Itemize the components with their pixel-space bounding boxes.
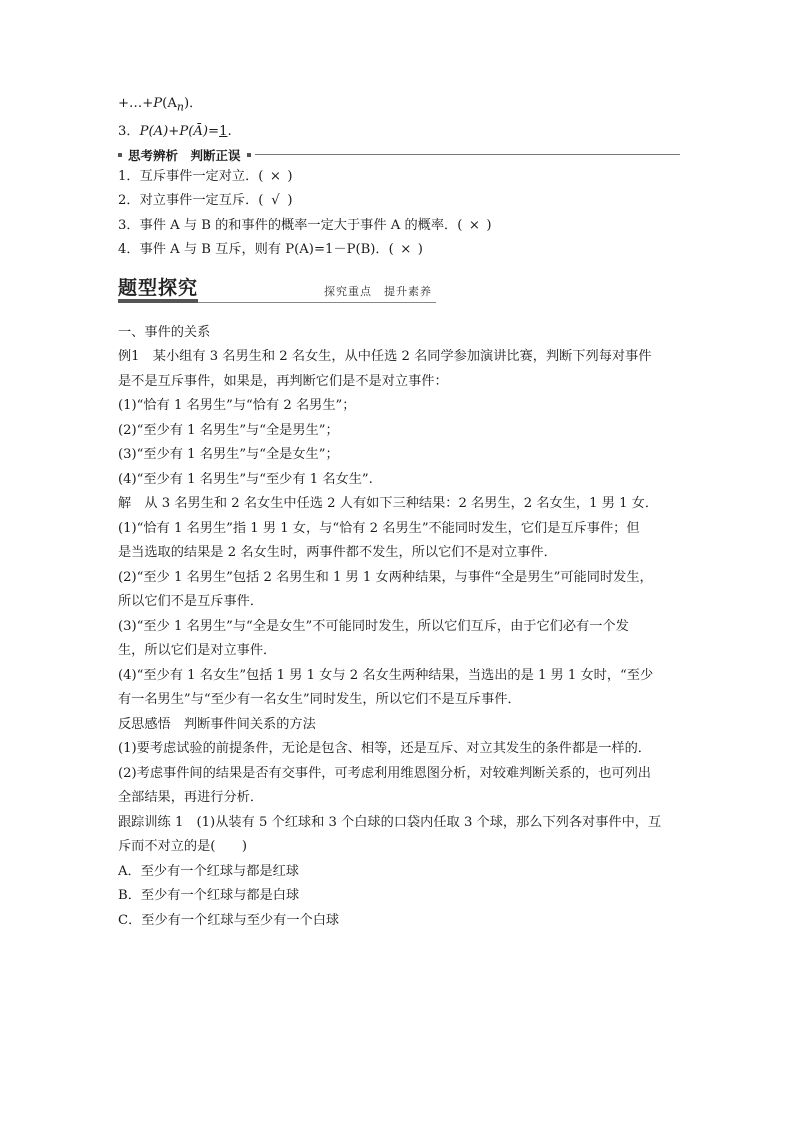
formula-complement bbox=[118, 120, 680, 145]
judge-item bbox=[118, 189, 680, 214]
formula-suffix: )． bbox=[183, 96, 203, 111]
reflect-line: 全部结果，再进行分析． bbox=[118, 790, 264, 806]
banner-subtitle: 探究重点 提升素养 bbox=[324, 284, 432, 298]
section-heading: 一、事件的关系 bbox=[118, 324, 211, 340]
formula-function: P bbox=[153, 96, 163, 111]
solution-line: (1)“恰有 1 名男生”指 1 男 1 女，与“恰有 2 名男生”不能同时发生，它们是互斥事件；但 bbox=[118, 520, 640, 536]
example-line: 是不是互斥事件，如果是，再判断它们是不是对立事件： bbox=[118, 373, 448, 389]
banner-bar bbox=[118, 299, 198, 303]
formula-value: 1 bbox=[219, 124, 228, 140]
think-section-header bbox=[118, 147, 680, 163]
think-header-title: 思考辨析 判断正误 bbox=[128, 147, 241, 163]
practice-line: 斥而不对立的是( ) bbox=[118, 839, 247, 855]
judge-item-end: ) bbox=[417, 242, 423, 258]
header-square-icon bbox=[247, 153, 251, 157]
formula-number: 3． bbox=[118, 124, 140, 140]
formula-end: . bbox=[227, 124, 232, 140]
judge-item-text: 4．事件 A 与 B 互斥，则有 P(A)=1－P(B)．( bbox=[118, 242, 394, 258]
judge-item-text: 2．对立事件一定互斥．( bbox=[118, 193, 264, 209]
judge-item bbox=[118, 214, 680, 239]
case-line: (2)“至少有 1 名男生”与“全是男生”； bbox=[118, 422, 339, 438]
judge-item-end: ) bbox=[287, 193, 293, 209]
reflect-title: 反思感悟 判断事件间关系的方法 bbox=[118, 716, 316, 732]
judge-item-mark: √ bbox=[271, 193, 280, 209]
case-line: (4)“至少有 1 名男生”与“至少有 1 名女生”. bbox=[118, 471, 373, 487]
judge-item-mark: × bbox=[400, 242, 412, 258]
formula-continuation bbox=[118, 92, 680, 120]
judge-item-text: 1．互斥事件一定对立．( bbox=[118, 168, 264, 184]
judge-item bbox=[118, 165, 680, 190]
judge-item bbox=[118, 238, 680, 263]
judge-item-mark: × bbox=[468, 217, 480, 233]
section-banner bbox=[118, 271, 680, 315]
formula-subscript: n bbox=[176, 100, 184, 114]
solution-line: (3)“至少 1 名男生”与“全是女生”不可能同时发生，所以它们互斥，由于它们必有一个发 bbox=[118, 618, 629, 634]
formula-prefix: +…+ bbox=[118, 96, 154, 111]
judge-item-end: ) bbox=[486, 217, 492, 233]
banner-rule bbox=[198, 302, 436, 303]
solution-line: 所以它们不是互斥事件． bbox=[118, 594, 264, 610]
solution-line: 是当选取的结果是 2 名女生时，两事件都不发生，所以它们不是对立事件． bbox=[118, 545, 557, 561]
judge-item-text: 3．事件 A 与 B 的和事件的概率一定大于事件 A 的概率．( bbox=[118, 217, 463, 233]
practice-line: 跟踪训练 1 (1)从装有 5 个红球和 3 个白球的口袋内任取 3 个球，那么下列各对事件中，互 bbox=[118, 814, 662, 830]
solution-line: 生，所以它们是对立事件． bbox=[118, 643, 277, 659]
judge-item-end: ) bbox=[287, 168, 293, 184]
header-square-icon bbox=[118, 153, 122, 157]
judge-item-mark: × bbox=[269, 168, 281, 184]
option-b: B．至少有一个红球与都是白球 bbox=[118, 888, 300, 904]
formula-argument: (A bbox=[162, 96, 177, 111]
solution-line: 有一名男生”与“至少有一名女生”同时发生，所以它们不是互斥事件． bbox=[118, 692, 521, 708]
reflect-line: (1)要考虑试验的前提条件，无论是包含、相等，还是互斥、对立其发生的条件都是一样的． bbox=[118, 741, 651, 757]
case-line: (1)“恰有 1 名男生”与“恰有 2 名男生”； bbox=[118, 398, 356, 414]
formula-expression: P(A)+P(Ā)= bbox=[139, 124, 220, 140]
example-line: 例1 某小组有 3 名男生和 2 名女生，从中任选 2 名同学参加演讲比赛，判断下列每对事件 bbox=[118, 349, 652, 365]
reflect-line: (2)考虑事件间的结果是否有交事件，可考虑利用维恩图分析，对较难判断关系的，也可列出 bbox=[118, 765, 651, 781]
solution-line: 解 从 3 名男生和 2 名女生中任选 2 人有如下三种结果：2 名男生，2 名女生，1 男 1 女． bbox=[118, 496, 659, 512]
case-line: (3)“至少有 1 名男生”与“全是女生”； bbox=[118, 447, 339, 463]
solution-line: (4)“至少有 1 名女生”包括 1 男 1 女与 2 名女生两种结果，当选出的是 1 男 1 女时，“至少 bbox=[118, 667, 654, 683]
option-a: A．至少有一个红球与都是红球 bbox=[118, 863, 299, 879]
solution-line: (2)“至少 1 名男生”包括 2 名男生和 1 男 1 女两种结果，与事件“全是男生”可能同时发生， bbox=[118, 569, 653, 585]
option-c: C．至少有一个红球与至少有一个白球 bbox=[118, 912, 340, 928]
header-rule bbox=[255, 154, 680, 155]
document-page bbox=[118, 92, 680, 933]
banner-title: 题型探究 bbox=[118, 276, 199, 299]
